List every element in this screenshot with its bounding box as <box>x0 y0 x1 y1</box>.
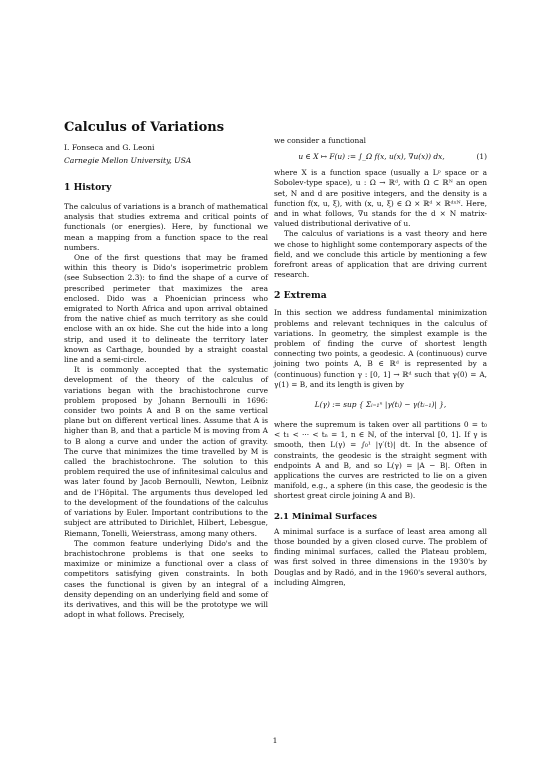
equation-1 <box>274 146 487 168</box>
page-number: 1 <box>272 736 278 745</box>
affiliation: Carnegie Mellon University, USA <box>64 156 192 165</box>
paragraph: One of the first questions that may be framed within this theory is Dido's isoperimetric problem (see Subsection 2.3): to find the shape of a curve of prescribed perimeter that maximizes the area enclosed. Dido was a Phoenician princess who emigrated to North Africa and upon arrival obtained from the native chief as much territory as she could enclose with an ox hide. She cut the hide into a long strip, and used it to delineate the territory later known as Carthage, bounded by a straight coastal line and a semi-circle. <box>64 253 268 365</box>
section-heading-history: 1 History <box>64 182 112 193</box>
paragraph: The calculus of variations is a vast theory and here we chose to highlight some contemporary aspects of the field, and we conclude this article by mentioning a few forefront areas of application that are driving current research. <box>274 229 487 280</box>
equation-length: L(γ) := sup { Σᵢ₌₁ⁿ |γ(tᵢ) − γ(tᵢ₋₁)| }, <box>314 399 447 409</box>
right-column <box>274 136 487 588</box>
authors: I. Fonseca and G. Leoni <box>64 143 155 152</box>
equation-number: (1) <box>476 152 487 162</box>
paragraph: A minimal surface is a surface of least area among all those bounded by a given closed curve. The problem of finding minimal surfaces, called the Plateau problem, was first solved in three dimensions in the 1930's by Douglas and by Radó, and in the 1960's several authors, including Almgren, <box>274 526 487 587</box>
paragraph: where X is a function space (usually a Lᵖ space or a Sobolev-type space), u : Ω → ℝᵈ, with Ω ⊂ ℝᴺ an open set, N and d are positive integers, and the density is a function f(x, u, ξ), with (x, u, ξ) ∈ Ω × ℝᵈ × ℝᵈˣᴺ. Here, and in what follows, ∇u stands for the d × N matrix-valued distributional derivative of u. <box>274 168 487 229</box>
paragraph: The calculus of variations is a branch of mathematical analysis that studies extrema and critical points of functionals (or energies). Here, by functional we mean a mapping from a function space to the real numbers. <box>64 202 268 252</box>
paragraph: In this section we address fundamental minimization problems and relevant techniques in the calculus of variations. In geometry, the simplest example is the problem of finding the curve of shortest length connecting two points, a geodesic. A (continuous) curve joining two points A, B ∈ ℝᵈ is represented by a (continuous) function γ : [0, 1] → ℝᵈ such that γ(0) = A, γ(1) = B, and its length is given by <box>274 308 487 389</box>
left-column <box>64 182 268 620</box>
section-heading-extrema: 2 Extrema <box>274 290 327 302</box>
paragraph: The common feature underlying Dido's and the brachistochrone problems is that one seeks to maximize or minimize a functional over a class of competitors satisfying given constraints. In both cases the functional is given by an integral of a density depending on an underlying field and some of its derivatives, and this will be the prototype we will adopt in what follows. Precisely, <box>64 538 268 620</box>
paragraph: It is commonly accepted that the systematic development of the theory of the calculus of variations began with the brachistochrone curve problem proposed by Johann Bernoulli in 1696: consider two points A and B on the same vertical plane but on different vertical lines. Assume that A is higher than B, and that a particle M is moving from A to B along a curve and under the action of gravity. The curve that minimizes the time travelled by M is called the brachistochrone. The solution to this problem required the use of infinitesimal calculus and was later found by Jacob Bernoulli, Newton, Leibniz and de l'Hôpital. The arguments thus developed led to the development of the foundations of the calculus of variations by Euler. Important contributions to the subject are attributed to Dirichlet, Hilbert, Lebesgue, Riemann, Tonelli, Weierstrass, among many others. <box>64 365 268 538</box>
subsection-heading-minimal-surfaces: 2.1 Minimal Surfaces <box>274 511 377 522</box>
paragraph: where the supremum is taken over all partitions 0 = t₀ < t₁ < ··· < tₙ = 1, n ∈ ℕ, of the interval [0, 1]. If γ is smooth, then L(γ) = ∫₀¹ |γ′(t)| dt. In the absence of constraints, the geodesic is the straight segment with endpoints A and B, and so L(γ) = |A − B|. Often in applications the curves are restricted to lie on a given manifold, e.g., a sphere (in this case, the geodesic is the shortest great circle joining A and B). <box>274 420 487 501</box>
equation-1-body: u ∈ X ↦ F(u) := ∫_Ω f(x, u(x), ∇u(x)) dx, <box>298 152 445 162</box>
paper-title: Calculus of Variations <box>64 120 225 135</box>
paragraph: we consider a functional <box>274 136 367 145</box>
